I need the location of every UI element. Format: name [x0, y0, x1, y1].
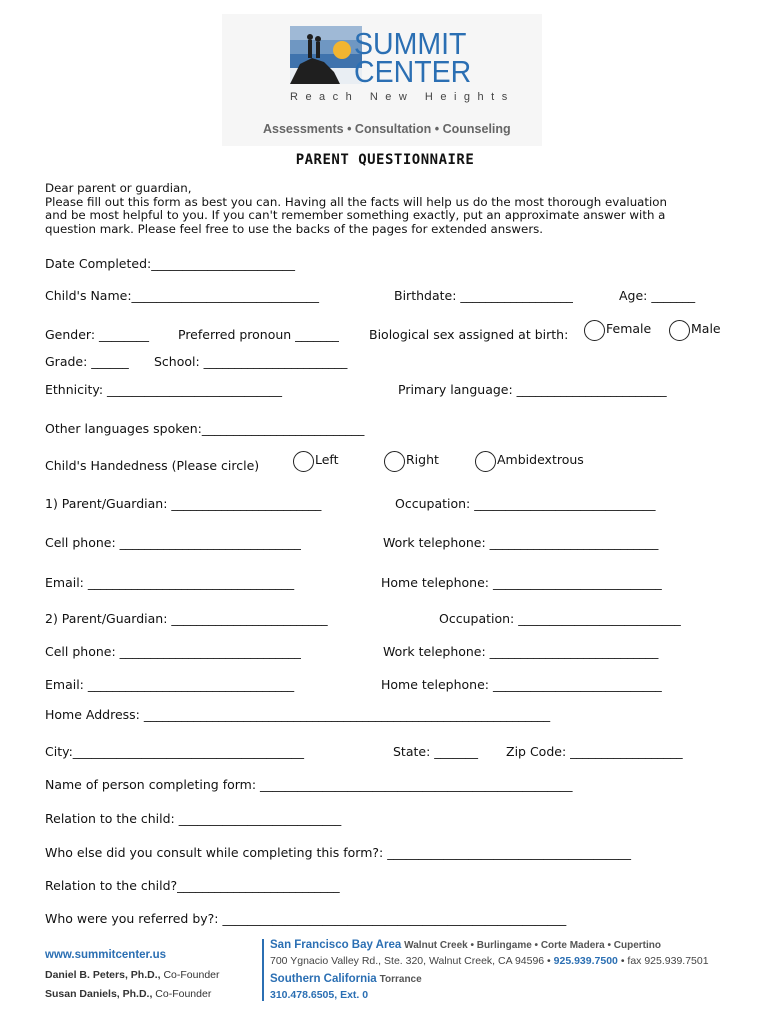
- founder1-name: Daniel B. Peters, Ph.D.,: [45, 969, 161, 981]
- fax: • fax 925.939.7501: [620, 955, 709, 967]
- birthdate-field[interactable]: Birthdate: __________________: [394, 288, 573, 303]
- left-label: Left: [315, 452, 339, 467]
- primary-language-field[interactable]: Primary language: ________________________: [398, 382, 667, 397]
- founder2-name: Susan Daniels, Ph.D.,: [45, 988, 153, 1000]
- founder-1: [45, 969, 220, 981]
- region1-line: [270, 939, 661, 951]
- footer-divider: [262, 939, 264, 1001]
- male-option[interactable]: [669, 320, 721, 341]
- state-field[interactable]: State: _______: [393, 744, 479, 759]
- region2-city: Torrance: [379, 974, 422, 985]
- left-radio[interactable]: [293, 451, 314, 472]
- logo-block: [222, 14, 542, 146]
- footer: [0, 935, 770, 1015]
- who-consulted-field[interactable]: Who else did you consult while completing this form?: _______________________________________: [45, 845, 631, 860]
- intro-line: Please fill out this form as best you can. Having all the facts will help us do the most thorough evaluation: [45, 194, 668, 209]
- services-line: Assessments • Consultation • Counseling: [263, 122, 511, 136]
- referred-by-field[interactable]: Who were you referred by?: _______________________________________________________: [45, 911, 567, 926]
- cell-phone1-field[interactable]: Cell phone: _____________________________: [45, 535, 301, 550]
- other-languages-field[interactable]: Other languages spoken:__________________________: [45, 421, 365, 436]
- gender-field[interactable]: Gender: ________: [45, 327, 150, 342]
- relation2-field[interactable]: Relation to the child?__________________________: [45, 878, 340, 893]
- founder2-role: Co-Founder: [155, 988, 212, 1000]
- occupation2-field[interactable]: Occupation: __________________________: [439, 611, 681, 626]
- intro-line: and be most helpful to you. If you can't remember something exactly, put an approximate answer with a: [45, 208, 666, 222]
- region2-name: Southern California: [270, 973, 377, 985]
- cell-phone2-field[interactable]: Cell phone: _____________________________: [45, 644, 301, 659]
- summit-logo-icon: [290, 26, 362, 84]
- founder1-role: Co-Founder: [163, 969, 220, 981]
- intro-paragraph: [45, 182, 735, 236]
- founder-2: [45, 988, 211, 1000]
- phone2: 310.478.6505, Ext. 0: [270, 989, 369, 1001]
- work-telephone2-field[interactable]: Work telephone: ___________________________: [383, 644, 659, 659]
- page-title: PARENT QUESTIONNAIRE: [295, 152, 475, 168]
- tagline: Reach New Heights: [290, 91, 515, 103]
- grade-field[interactable]: Grade: ______: [45, 354, 129, 369]
- home-telephone1-field[interactable]: Home telephone: ___________________________: [381, 575, 662, 590]
- work-telephone1-field[interactable]: Work telephone: ___________________________: [383, 535, 659, 550]
- home-telephone2-field[interactable]: Home telephone: ___________________________: [381, 677, 662, 692]
- intro-line: Dear parent or guardian,: [45, 181, 192, 195]
- female-radio[interactable]: [584, 320, 605, 341]
- left-option[interactable]: [293, 451, 339, 472]
- zip-code-field[interactable]: Zip Code: __________________: [506, 744, 683, 759]
- address: 700 Ygnacio Valley Rd., Ste. 320, Walnut Creek, CA 94596 •: [270, 955, 551, 967]
- female-label: Female: [606, 321, 652, 336]
- right-radio[interactable]: [384, 451, 405, 472]
- occupation1-field[interactable]: Occupation: _____________________________: [395, 496, 656, 511]
- parent2-field[interactable]: 2) Parent/Guardian: _________________________: [45, 611, 328, 626]
- region1-name: San Francisco Bay Area: [270, 939, 402, 951]
- email2-field[interactable]: Email: _________________________________: [45, 677, 295, 692]
- home-address-field[interactable]: Home Address: _________________________________________________________________: [45, 707, 551, 722]
- right-label: Right: [406, 452, 439, 467]
- child-name-field[interactable]: Child's Name:______________________________: [45, 288, 320, 303]
- intro-line: question mark. Please feel free to use the backs of the pages for extended answers.: [45, 221, 544, 236]
- relation1-field[interactable]: Relation to the child: __________________________: [45, 811, 342, 826]
- age-field[interactable]: Age: _______: [619, 288, 696, 303]
- brand-name-line2: CENTER: [354, 54, 472, 89]
- date-completed-field[interactable]: Date Completed:_______________________: [45, 256, 295, 271]
- school-field[interactable]: School: _______________________: [154, 354, 348, 369]
- male-label: Male: [691, 321, 721, 336]
- region1-cities: Walnut Creek • Burlingame • Corte Madera • Cupertino: [404, 940, 662, 951]
- phone1: 925.939.7500: [553, 955, 618, 967]
- female-option[interactable]: [584, 320, 651, 341]
- handedness-label: Child's Handedness (Please circle): [45, 458, 260, 473]
- parent1-field[interactable]: 1) Parent/Guardian: ________________________: [45, 496, 322, 511]
- right-option[interactable]: [384, 451, 439, 472]
- person-completing-field[interactable]: Name of person completing form: __________________________________________________: [45, 777, 573, 792]
- email1-field[interactable]: Email: _________________________________: [45, 575, 295, 590]
- ethnicity-field[interactable]: Ethnicity: ____________________________: [45, 382, 283, 397]
- pronoun-field[interactable]: Preferred pronoun _______: [178, 327, 339, 342]
- male-radio[interactable]: [669, 320, 690, 341]
- website-link[interactable]: www.summitcenter.us: [45, 949, 166, 961]
- bio-sex-label: Biological sex assigned at birth:: [369, 327, 569, 342]
- region2-line: [270, 973, 422, 985]
- ambidextrous-radio[interactable]: [475, 451, 496, 472]
- ambidextrous-option[interactable]: [475, 451, 584, 472]
- ambidextrous-label: Ambidextrous: [497, 452, 584, 467]
- address-line: [270, 955, 709, 967]
- brand-name-line1: SUMMIT: [354, 26, 467, 61]
- phone2-line: [270, 989, 368, 1001]
- city-field[interactable]: City:_____________________________________: [45, 744, 305, 759]
